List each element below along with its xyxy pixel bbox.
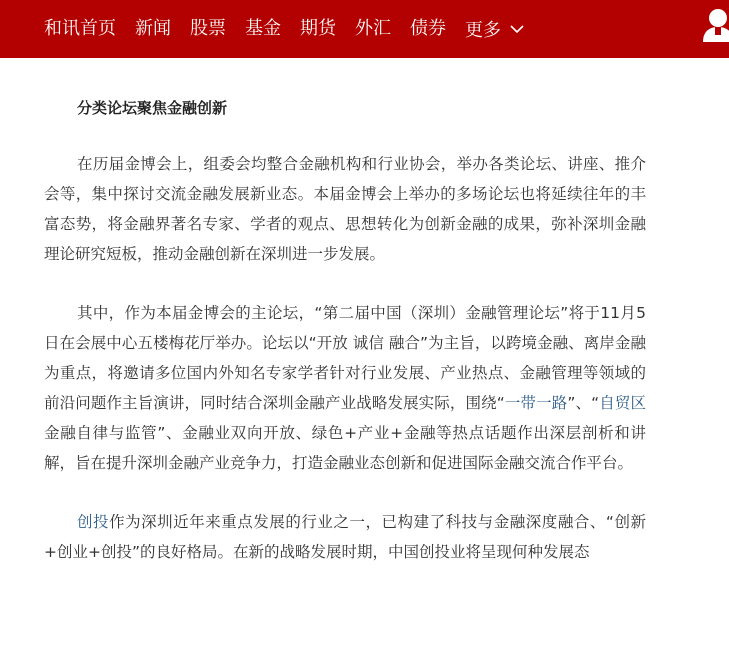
nav-more-label: 更多 [465,20,501,41]
section-heading: 分类论坛聚焦金融创新 [77,99,228,117]
keyword-link-venture-capital[interactable]: 创投 [77,513,110,531]
user-icon[interactable] [701,6,729,44]
nav-item-home[interactable]: 和讯首页 [44,18,116,39]
nav-item-stocks[interactable]: 股票 [190,18,226,39]
nav-item-funds[interactable]: 基金 [245,18,281,39]
paragraph-2-text-a: 其中，作为本届金博会的主论坛，“第二届中国（深圳）金融管理论坛”将于11月5日在会展中心五楼梅花厅举办。论坛以“开放 诚信 融合”为主旨，以跨境金融、离岸金融为重点，将邀请多位国内外知名专家学者针对行业发展、产业热点、金融管理等领域的前沿问题作主旨演讲，同时结合深圳金融产业战略发展实际，围绕“ [44,304,646,412]
paragraph-1: 在历届金博会上，组委会均整合金融机构和行业协会，举办各类论坛、讲座、推介会等，集中探讨交流金融发展新业态。本届金博会上举办的多场论坛也将延续往年的丰富态势，将金融界著名专家、学者的观点、思想转化为创新金融的成果，弥补深圳金融理论研究短板，推动金融创新在深圳进一步发展。 [44,155,646,263]
paragraph-2 [44,298,646,478]
nav-item-futures[interactable]: 期货 [300,18,336,39]
paragraph-2-text-c: 金融自律与监管”、金融业双向开放、绿色+产业+金融等热点话题作出深层剖析和讲解，旨在提升深圳金融产业竞争力，打造金融业态创新和促进国际金融交流合作平台。 [44,424,646,472]
keyword-link-ftz[interactable]: 自贸区 [599,394,646,412]
article-body [44,58,646,633]
main-nav [44,0,525,58]
paragraph-2-text-b: ”、“ [567,394,600,412]
chevron-down-icon [509,21,525,37]
nav-more-dropdown[interactable] [465,16,525,42]
keyword-link-belt-road[interactable]: 一带一路 [504,394,568,412]
top-navigation-bar [0,0,729,58]
nav-item-news[interactable]: 新闻 [135,18,171,39]
nav-item-bonds[interactable]: 债券 [410,18,446,39]
paragraph-3 [44,507,646,567]
paragraph-3-text: 作为深圳近年来重点发展的行业之一，已构建了科技与金融深度融合、“创新+创业+创投”的良好格局。在新的战略发展时期，中国创投业将呈现何种发展态 [44,513,646,561]
nav-item-forex[interactable]: 外汇 [355,18,391,39]
